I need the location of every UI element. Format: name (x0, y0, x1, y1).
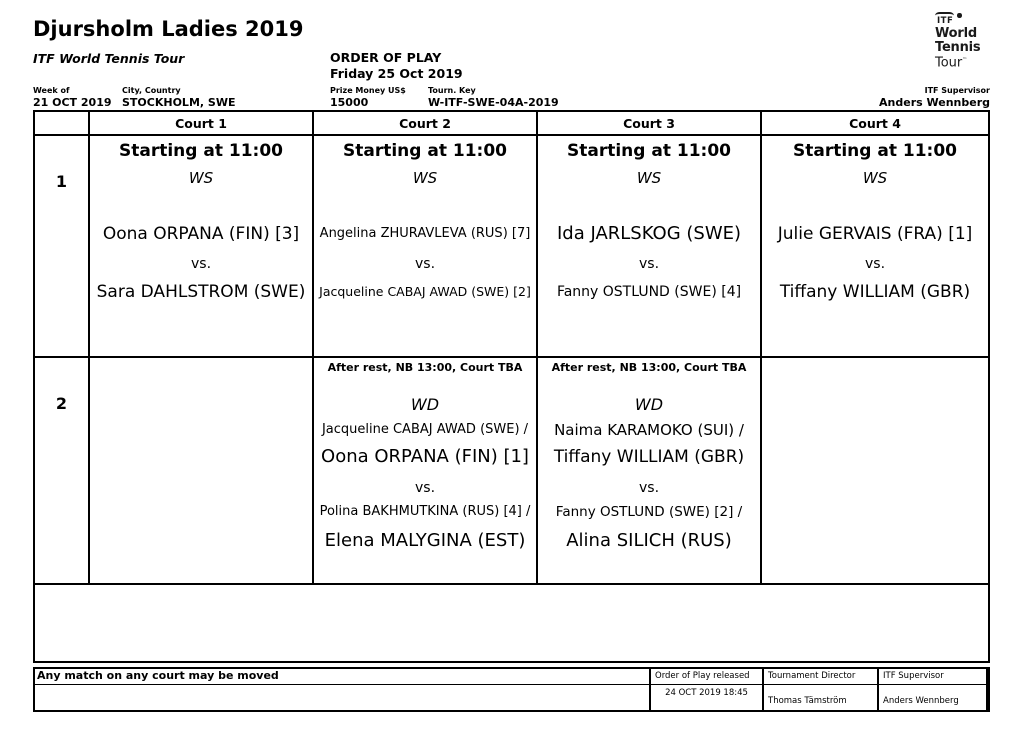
court-4-header: Court 4 (762, 112, 988, 136)
prize-money-field (330, 86, 406, 110)
start-time: Starting at 11:00 (343, 141, 507, 161)
vs-label: vs. (638, 256, 660, 272)
vs-label: vs. (414, 480, 436, 496)
player-1: Angelina ZHURAVLEVA (RUS) [7] (319, 226, 531, 241)
itf-supervisor-field (879, 86, 990, 110)
event-type: WS (188, 169, 214, 187)
itf-supervisor-value: Anders Wennberg (879, 96, 990, 109)
player-2: Tiffany WILLIAM (GBR) (779, 282, 971, 302)
player-1: Ida JARLSKOG (SWE) (556, 223, 742, 244)
itf-world-tennis-tour-logo (935, 12, 993, 70)
event-type: WD (410, 395, 440, 414)
team-1-player-2: Oona ORPANA (FIN) [1] (321, 446, 529, 467)
director-label: Tournament Director (764, 669, 879, 685)
order-of-play-date: Friday 25 Oct 2019 (330, 66, 463, 81)
court-1-header: Court 1 (90, 112, 314, 136)
team-1-player-1: Jacqueline CABAJ AWAD (SWE) / (321, 422, 529, 437)
prize-money-label: Prize Money US$ (330, 86, 406, 95)
match-cell-court2-row2 (314, 358, 538, 585)
schedule-table (33, 110, 990, 663)
player-1: Julie GERVAIS (FRA) [1] (777, 224, 973, 244)
start-time: Starting at 11:00 (567, 141, 731, 161)
itf-logo-mark (935, 12, 993, 27)
empty-strip (35, 585, 988, 661)
order-of-play-label: ORDER OF PLAY (330, 50, 442, 65)
city-country-label: City, Country (122, 86, 181, 95)
row-number: 2 (35, 358, 90, 585)
week-of-field (33, 86, 112, 110)
itf-logo-text: ITF (937, 16, 954, 26)
event-type: WD (634, 395, 664, 414)
team-1-player-1: Naima KARAMOKO (SUI) / (554, 421, 744, 439)
match-note: After rest, NB 13:00, Court TBA (551, 361, 747, 374)
event-type: WS (636, 169, 662, 187)
week-of-label: Week of (33, 86, 70, 95)
tournament-key-label: Tourn. Key (428, 86, 476, 95)
city-country-field (122, 86, 235, 110)
released-label: Order of Play released (651, 669, 764, 685)
player-2: Sara DAHLSTROM (SWE) (96, 282, 306, 302)
footer-empty-cell (35, 685, 651, 710)
match-cell-court3-row1 (538, 136, 762, 358)
logo-word-world: World (935, 26, 977, 41)
event-type: WS (862, 169, 888, 187)
court-3-header: Court 3 (538, 112, 762, 136)
tour-subtitle: ITF World Tennis Tour (33, 51, 185, 66)
itf-supervisor-label: ITF Supervisor (924, 86, 990, 95)
row-number: 1 (35, 136, 90, 358)
vs-label: vs. (414, 256, 436, 272)
team-2-player-1: Fanny OSTLUND (SWE) [2] / (555, 504, 743, 520)
player-1: Oona ORPANA (FIN) [3] (102, 224, 300, 244)
corner-cell (35, 112, 90, 136)
court-2-header: Court 2 (314, 112, 538, 136)
event-type: WS (412, 169, 438, 187)
player-2: Jacqueline CABAJ AWAD (SWE) [2] (319, 284, 531, 299)
city-country-value: STOCKHOLM, SWE (122, 96, 236, 109)
supervisor-label: ITF Supervisor (879, 669, 988, 685)
match-cell-court1-row2-empty (90, 358, 314, 585)
team-2-player-2: Elena MALYGINA (EST) (324, 530, 526, 551)
match-cell-court4-row1 (762, 136, 988, 358)
logo-tour-text: Tour (935, 55, 963, 71)
start-time: Starting at 11:00 (119, 141, 283, 161)
tournament-key-value: W-ITF-SWE-04A-2019 (428, 96, 559, 109)
tournament-title: Djursholm Ladies 2019 (33, 17, 304, 41)
footer-table (33, 667, 990, 712)
footer-note: Any match on any court may be moved (35, 669, 651, 685)
team-2-player-2: Alina SILICH (RUS) (566, 530, 732, 551)
vs-label: vs. (190, 256, 212, 272)
match-note: After rest, NB 13:00, Court TBA (327, 361, 523, 374)
match-cell-court2-row1 (314, 136, 538, 358)
itf-logo-dot-icon (957, 13, 962, 18)
logo-word-tennis: Tennis (935, 39, 981, 55)
match-cell-court4-row2-empty (762, 358, 988, 585)
logo-word-tour (935, 54, 993, 70)
released-value: 24 OCT 2019 18:45 (651, 685, 764, 710)
match-cell-court3-row2 (538, 358, 762, 585)
trademark-symbol: ™ (962, 57, 968, 63)
vs-label: vs. (638, 480, 660, 496)
start-time: Starting at 11:00 (793, 141, 957, 161)
match-cell-court1-row1 (90, 136, 314, 358)
director-value: Thomas Tämström (764, 685, 879, 710)
order-of-play-heading (330, 50, 463, 82)
supervisor-value: Anders Wennberg (879, 685, 988, 710)
week-of-value: 21 OCT 2019 (33, 96, 112, 109)
player-2: Fanny OSTLUND (SWE) [4] (556, 284, 742, 300)
tournament-key-field (428, 86, 559, 110)
team-1-player-2: Tiffany WILLIAM (GBR) (553, 447, 745, 467)
prize-money-value: 15000 (330, 96, 369, 109)
team-2-player-1: Polina BAKHMUTKINA (RUS) [4] / (319, 504, 531, 519)
vs-label: vs. (864, 256, 886, 272)
